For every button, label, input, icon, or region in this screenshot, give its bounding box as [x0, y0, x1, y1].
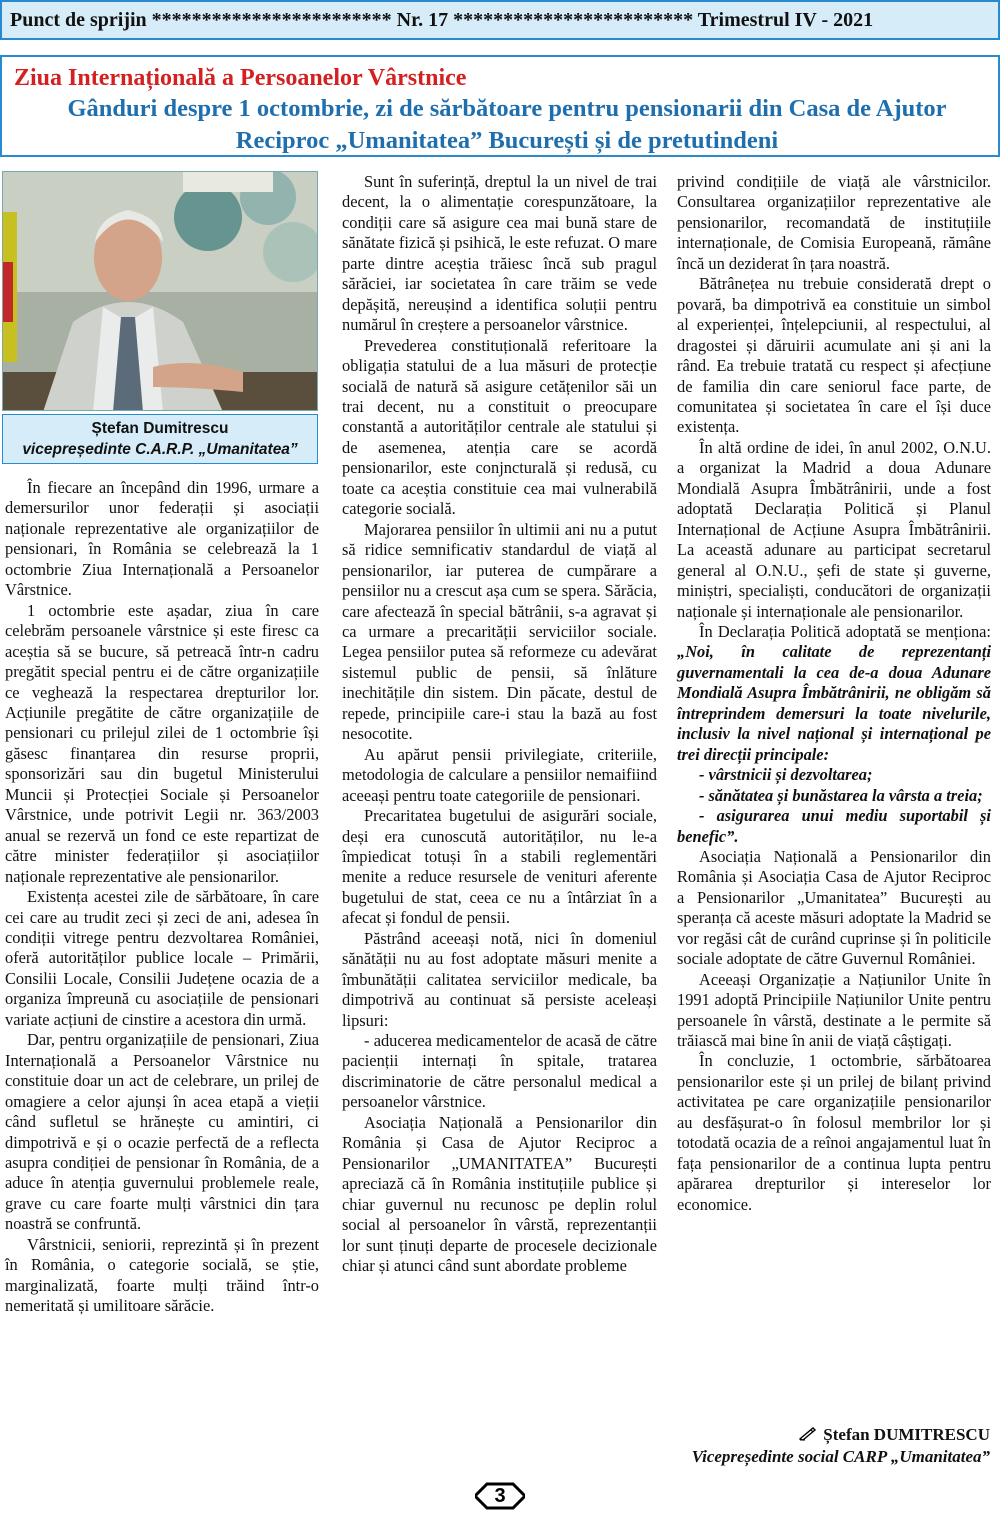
paragraph: Majorarea pensiilor în ultimii ani nu a putut să ridice semnificativ standardul de viață al pensionarilor, iar puterea de cumpărare a pensiilor nu a crescut așa cum se spera. Sărăcia, care afectează în special bătrânii, s-a agravat și ca urmare a precarității serviciilor sociale. Legea pensiilor putea să reformeze cu adevărat sistemul public de pensii, să înlăture inechitățile din sistem. Din păcate, destul de repede, principiile care-i stau la bază au fost nesocotite.: [342, 519, 657, 744]
caption-role: vicepreședinte C.A.R.P. „Umanitatea”: [22, 441, 298, 458]
paragraph: Asociația Națională a Pensionarilor din România și Asociația Casa de Ajutor Reciproc a Pensionarilor „Umanitatea” București au speranța că aceste măsuri adoptate la Madrid se vor regăsi cât de curând cuprinse și în politicile sociale adoptate de către Guvernul României.: [677, 846, 991, 969]
bullet-item: - asigurarea unui mediu suportabil și benefic”.: [677, 806, 991, 846]
header-text: Punct de sprijin ************************ Nr. 17 ************************ Trimestrul IV - 2021: [10, 8, 874, 31]
column-3: [677, 172, 991, 1215]
paragraph: 1 octombrie este așadar, ziua în care celebrăm persoanele vârstnice și este firesc ca aceștia să se bucure, să petreacă într-n cadru pregătit special pentru ei de către organizațiile ce veghează la respectarea drepturilor lor. Acțiunile pregătite de către organizațiile de pensionari cu prilejul zilei de 1 octombrie își găsesc finanțarea din resurse proprii, sponsorizări sau din bugetul Ministerului Muncii și Protecției Sociale și Persoanelor Vârstnice, unde potrivit Legii nr. 363/2003 anual se rezervă un fond ce este repartizat de către minister federațiilor și asociațiilor naționale reprezentative ale pensionarilor.: [5, 600, 319, 886]
author-photo: [2, 171, 318, 411]
article-headline: Gânduri despre 1 octombrie, zi de sărbătoare pentru pensionarii din Casa de Ajutor Reciproc „Umanitatea” București și de pretutindeni: [67, 95, 947, 154]
photo-caption: [2, 414, 318, 464]
bullet-item: - vârstnicii și dezvoltarea;: [699, 765, 873, 785]
paragraph: Vârstnicii, seniorii, reprezintă și în prezent în România, o categorie socială, se știe, marginalizată, foarte mulți trăind într-o nemeritată și umilitoare sărăcie.: [5, 1234, 319, 1316]
paragraph: Păstrând aceeași notă, nici în domeniul sănătății nu au fost adoptate măsuri menite a îmbunătății calitatea serviciilor medicale, ba dimpotrivă au continuat să persiste aceleași lipsuri:: [342, 928, 657, 1030]
author-photo-illustration: [3, 172, 318, 411]
declaration-quote: „Noi, în calitate de reprezentanți guvernamentali la cea de-a doua Adunare Mondială Asupra Îmbătrânirii, ne obligăm să întreprindem demersuri la toate nivelurile, inclusiv la nivel național și internațional pe trei direcții principale:: [677, 642, 991, 764]
paragraph: - aducerea medicamentelor de acasă de către pacienții internați în spitale, tratarea discriminatorie de către personalul medical a persoanelor vârstnice.: [342, 1031, 657, 1112]
signature: [660, 1424, 990, 1468]
paragraph: privind condițiile de viață ale vârstnicilor. Consultarea organizațiilor reprezentative ale pensionarilor, recomandată de instituțiile internaționale, de Comisia Europeană, rămâne încă un deziderat în țara noastră.: [677, 172, 991, 273]
paragraph: Dar, pentru organizațiile de pensionari, Ziua Internațională a Persoanelor Vârstnice nu constituie doar un act de celebrare, un prilej de omagiere a celor ajunși în acea etapă a vieții când sufletul se hrănește cu amintiri, ci dimpotrivă e și o ocazie perfectă de a reflecta asupra condiției de pensionar în România, de a aduce în atenția guvernului problemele reale, grave cu care foarte mulți vârstnici din țara noastră se confruntă.: [5, 1030, 319, 1234]
paragraph: Existența acestei zile de sărbătoare, în care cei care au trudit zeci și zeci de ani, adesea în condiții vitrege pentru dezvoltarea României, oferă autorităților publice locale – Primării, Consilii Locale, Consilii Județene ocazia de a organiza împreună cu asociațiile de pensionari variate acțiuni de cinstire a acestora din urmă.: [5, 887, 319, 1029]
paragraph: Sunt în suferință, dreptul la un nivel de trai decent, la o alimentație corespunzătoare, la condiții care să asigure cea mai bună stare de sănătate fizică și psihică, le este refuzat. O mare parte dintre aceștia trăiesc încă sub pragul sărăciei, iar societatea în care trăim se vede depășită, nereușind a identifica soluții pentru numărul în creștere a persoanelor vârstnice.: [342, 172, 657, 335]
paragraph: Precaritatea bugetului de asigurări sociale, deși era cunoscută autorităților, nu le-a împiedicat totuși în a stabili reglementări menite a reduce resursele de venituri aferente bugetului de stat, ceea ce nu a întârziat în a afecat și fondul de pensii.: [342, 806, 657, 928]
title-box: [0, 55, 1000, 157]
paragraph: Au apărut pensii privilegiate, criteriile, metodologia de calculare a pensiilor nemaifiind aceeași pentru toate categoriile de pensionari.: [342, 744, 657, 805]
paragraph: În fiecare an începând din 1996, urmare a demersurilor unor federații și asociații naționale reprezentative ale organizațiilor de pensionari, în România se celebrează la 1 octombrie Ziua Internațională a Persoanelor Vârstnice.: [5, 478, 319, 600]
bullet-item: - sănătatea și bunăstarea la vârsta a treia;: [699, 785, 983, 805]
paragraph: În concluzie, 1 octombrie, sărbătoarea pensionarilor este și un prilej de bilanț privind activitatea pe care organizațiile pensionarilor au desfășurat-o în folosul membrilor lor și totodată ocazia de a reînoi angajamentul luat în fața pensionarilor de a continua lupta pentru apărarea drepturilor și intereselor lor economice.: [677, 1051, 991, 1214]
column-2: [342, 172, 657, 1276]
paragraph: Bătrânețea nu trebuie considerată drept o povară, ba dimpotrivă ea constituie un simbol al experienței, înțelepciunii, al respectului, al dragostei și dăruirii acumulate ani și ani la rând. Ea trebuie tratată cu respect și afecțiune de familia din care seniorul face parte, de comunitatea și societatea în care el își duce existența.: [677, 274, 991, 437]
pen-icon: [799, 1427, 817, 1441]
paragraph: Asociația Națională a Pensionarilor din România și Casa de Ajutor Reciproc a Pensionarilor „UMANITATEA” București apreciază că în România instituțiile publice și chiar guvernul nu recunosc pe deplin rolul social al persoanelor în vârstă, reprezentanții lor sunt ținuți departe de procesele decizionale chiar și atunci când sunt abordate probleme: [342, 1112, 657, 1276]
page-number-badge: [475, 1482, 525, 1510]
signature-name: Ștefan DUMITRESCU: [823, 1425, 990, 1444]
caption-name: Ștefan Dumitrescu: [91, 420, 229, 437]
signature-role: Vicepreședinte social CARP „Umanitatea”: [691, 1447, 990, 1466]
article-kicker: Ziua Internațională a Persoanelor Vârstnice: [14, 65, 467, 91]
page-number: 3: [494, 1485, 506, 1507]
header-bar: [0, 0, 1000, 40]
declaration-intro: În Declarația Politică adoptată se menționa:: [699, 621, 991, 641]
paragraph-declaration: [677, 622, 991, 765]
paragraph: Prevederea constituțională referitoare la obligația statului de a lua măsuri de protecție socială de natură să asigure cetățenilor săi un trai decent, nu a constituit o preocupare constantă a autorităților centrale ale statului și de asemenea, atenția care se acordă pensionarilor, este conjncturală și redusă, cu toate ca aceștia constituie cea mai vulnerabilă categorie socială.: [342, 335, 657, 519]
paragraph: Aceeași Organizație a Națiunilor Unite în 1991 adoptă Principiile Națiunilor Unite pentru persoanele în vârstă, destinate a le permite să trăiască mai bine în anii de viață câștigați.: [677, 969, 991, 1051]
paragraph: În altă ordine de idei, în anul 2002, O.N.U. a organizat la Madrid a doua Adunare Mondială Asupra Îmbătrânirii, unde a fost adoptată Declarația Politică și Planul Internațional de Acțiune Asupra Îmbătrânirii. La această adunare au participat secretarul general al O.N.U., șefi de state și guverne, miniștri, specialiști, conducători de organizații naționale și internaționale ale pensionarilor.: [677, 437, 991, 621]
column-1: [5, 478, 319, 1317]
